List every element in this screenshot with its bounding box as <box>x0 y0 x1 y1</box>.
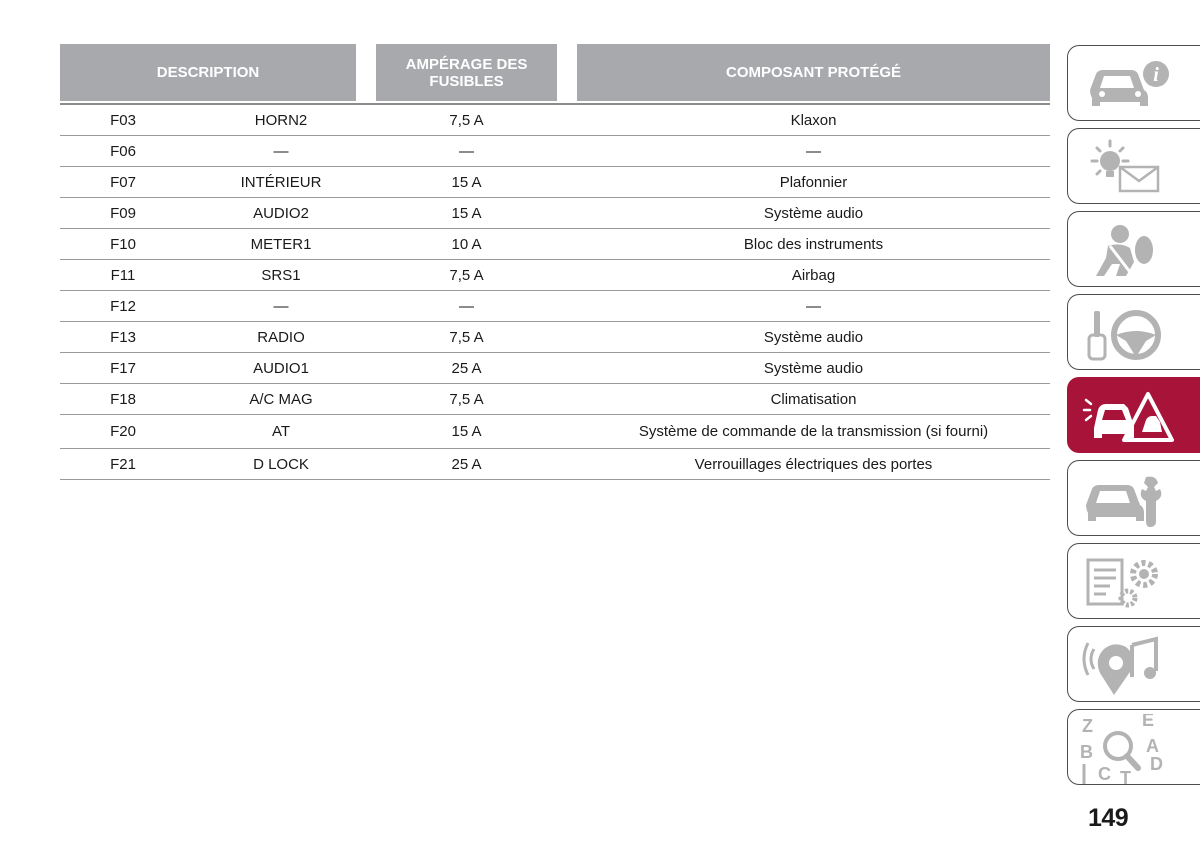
header-component: COMPOSANT PROTÉGÉ <box>577 44 1050 101</box>
tab-technical-data[interactable] <box>1067 543 1200 619</box>
fuse-amperage: 15 A <box>451 204 482 222</box>
warning-lights-message-icon <box>1076 133 1176 199</box>
protected-component: — <box>806 297 821 315</box>
table-row <box>60 198 1050 229</box>
fuse-name: — <box>273 142 289 160</box>
fuse-amperage: 25 A <box>451 455 482 473</box>
fuse-amperage: 7,5 A <box>449 266 484 284</box>
fuse-code: F03 <box>110 111 136 129</box>
protected-component: Système audio <box>763 359 864 377</box>
fuse-amperage: 7,5 A <box>449 390 484 408</box>
protected-component: Système audio <box>763 204 864 222</box>
protected-component: Système audio <box>763 328 864 346</box>
table-row <box>60 415 1050 449</box>
fuse-amperage: — <box>459 297 474 315</box>
fuse-amperage: 15 A <box>451 423 482 440</box>
key-steering-wheel-icon <box>1076 299 1176 365</box>
fuse-amperage: 7,5 A <box>449 328 484 346</box>
tab-index[interactable] <box>1067 709 1200 785</box>
fuse-code: F21 <box>110 455 136 473</box>
tab-multimedia[interactable] <box>1067 626 1200 702</box>
table-row <box>60 322 1050 353</box>
fuse-name: AUDIO1 <box>253 359 309 377</box>
index-letter-c: C <box>1098 764 1111 784</box>
fuse-name: AT <box>271 423 291 440</box>
table-row <box>60 167 1050 198</box>
table-row <box>60 105 1050 136</box>
fuse-name: D LOCK <box>253 455 309 473</box>
header-description: DESCRIPTION <box>60 44 356 101</box>
fuse-name: INTÉRIEUR <box>240 173 322 191</box>
seatbelt-airbag-icon <box>1076 216 1176 282</box>
fuse-name: A/C MAG <box>249 390 313 408</box>
fuse-code: F11 <box>110 266 136 284</box>
tab-emergency[interactable] <box>1067 377 1200 453</box>
protected-component: Klaxon <box>790 111 837 129</box>
page-number: 149 <box>1088 804 1129 832</box>
tab-starting-driving[interactable] <box>1067 294 1200 370</box>
tab-dashboard-lights[interactable] <box>1067 128 1200 204</box>
index-letter-b: B <box>1080 742 1093 762</box>
protected-component: Airbag <box>791 266 836 284</box>
table-row <box>60 449 1050 480</box>
index-letter-e: E <box>1142 714 1155 730</box>
fuse-name: RADIO <box>257 328 305 346</box>
car-info-icon <box>1076 50 1176 116</box>
multimedia-music-icon <box>1076 631 1176 697</box>
specs-gears-icon <box>1076 548 1176 614</box>
tab-vehicle-info[interactable] <box>1067 45 1200 121</box>
fuse-amperage: 15 A <box>451 173 482 191</box>
table-row <box>60 291 1050 322</box>
fuse-amperage: 25 A <box>451 359 482 377</box>
table-row <box>60 384 1050 415</box>
fuse-name: METER1 <box>250 235 312 253</box>
table-row <box>60 260 1050 291</box>
tab-safety[interactable] <box>1067 211 1200 287</box>
fuse-name: AUDIO2 <box>253 204 309 222</box>
index-letter-z: Z <box>1082 716 1093 736</box>
fuse-code: F07 <box>110 173 136 191</box>
header-amperage-line2: FUSIBLES <box>429 72 504 90</box>
table-row <box>60 229 1050 260</box>
protected-component: — <box>806 142 821 160</box>
fuse-code: F20 <box>110 423 136 440</box>
table-row <box>60 136 1050 167</box>
fuse-name: SRS1 <box>261 266 301 284</box>
protected-component: Plafonnier <box>779 173 848 191</box>
fuse-name: HORN2 <box>254 111 308 129</box>
fuse-amperage: 10 A <box>451 235 482 253</box>
svg-text:i: i <box>1153 64 1159 86</box>
protected-component: Verrouillages électriques des portes <box>694 455 933 473</box>
protected-component: Bloc des instruments <box>743 235 884 253</box>
index-letter-t: T <box>1120 768 1131 786</box>
car-crash-warning-icon <box>1076 382 1176 448</box>
fuse-table <box>60 44 1050 480</box>
protected-component: Climatisation <box>770 390 857 408</box>
fuse-amperage: 7,5 A <box>449 111 484 129</box>
tab-maintenance[interactable] <box>1067 460 1200 536</box>
alphabetical-index-icon <box>1076 714 1176 786</box>
fuse-code: F13 <box>110 328 136 346</box>
index-letter-d: D <box>1150 754 1163 774</box>
index-letter-a: A <box>1146 736 1159 756</box>
fuse-amperage: — <box>459 142 474 160</box>
protected-component: Système de commande de la transmission (si fourni) <box>638 423 989 440</box>
table-row <box>60 353 1050 384</box>
fuse-code: F09 <box>110 204 136 222</box>
car-wrench-icon <box>1076 465 1176 531</box>
fuse-code: F17 <box>110 359 136 377</box>
header-amperage-line1: AMPÉRAGE DES <box>405 55 528 73</box>
table-header <box>60 44 1050 105</box>
fuse-code: F12 <box>110 297 136 315</box>
header-amperage <box>376 44 557 101</box>
fuse-code: F18 <box>110 390 136 408</box>
fuse-code: F10 <box>110 235 136 253</box>
fuse-name: — <box>273 297 289 315</box>
fuse-code: F06 <box>110 142 136 160</box>
